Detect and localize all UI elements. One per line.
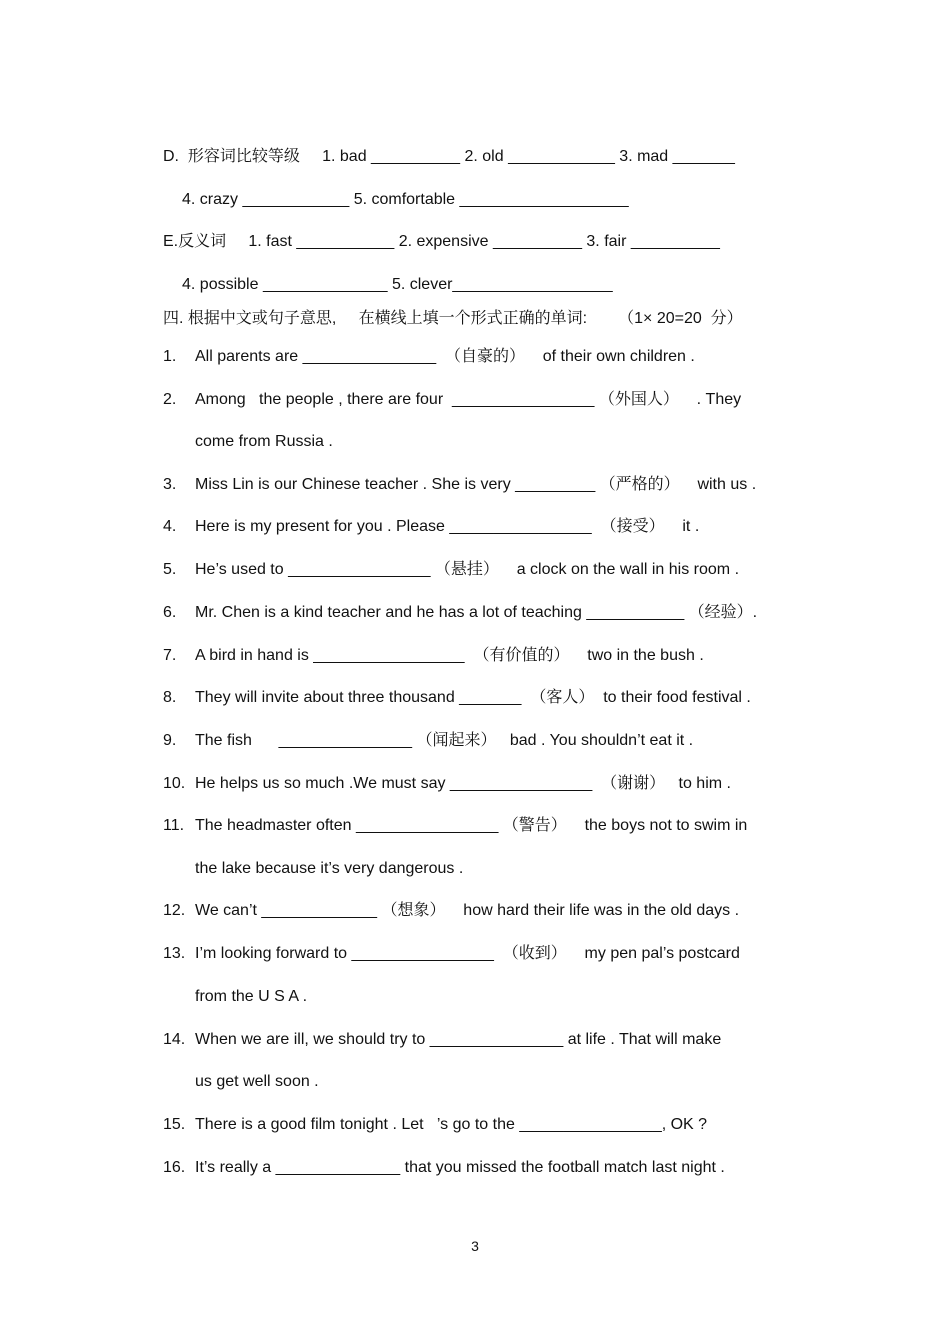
item-text: The headmaster often ________________ （警告） the boys not to swim in (195, 817, 748, 834)
section-e-line-2: 4. possible ______________ 5. clever__________________ (182, 276, 613, 293)
item-number: 3. (163, 476, 177, 493)
section-e-line-1: E.反义词 1. fast ___________ 2. expensive __________ 3. fair __________ (163, 233, 720, 250)
item-number: 4. (163, 518, 177, 535)
item-number: 11. (163, 817, 185, 834)
item-text: They will invite about three thousand _______ （客人） to their food festival . (195, 689, 751, 706)
section-four-heading: 四. 根据中文或句子意思, 在横线上填一个形式正确的单词: （1× 20=20 分） (163, 310, 743, 327)
item-text: He helps us so much .We must say ________________ （谢谢） to him . (195, 775, 731, 792)
item-text: All parents are _______________ （自豪的） of their own children . (195, 348, 695, 365)
item-number: 9. (163, 732, 177, 749)
item-number: 13. (163, 945, 186, 962)
item-number: 1. (163, 348, 177, 365)
item-number: 6. (163, 604, 177, 621)
item-text: us get well soon . (195, 1073, 319, 1090)
item-number: 14. (163, 1031, 186, 1048)
item-number: 16. (163, 1159, 186, 1176)
page-number: 3 (471, 1238, 479, 1254)
item-text: Among the people , there are four ________________ （外国人） . They (195, 391, 742, 408)
item-text: There is a good film tonight . Let ’s go to the ________________, OK ? (195, 1116, 708, 1133)
item-text: I’m looking forward to ________________ （收到） my pen pal’s postcard (195, 945, 740, 962)
item-number: 5. (163, 561, 177, 578)
item-number: 7. (163, 647, 177, 664)
item-number: 2. (163, 391, 177, 408)
item-text: The fish _______________ （闻起来） bad . You shouldn’t eat it . (195, 732, 694, 749)
item-number: 8. (163, 689, 177, 706)
item-text: We can’t _____________ （想象） how hard their life was in the old days . (195, 902, 740, 919)
item-text: When we are ill, we should try to _______________ at life . That will make (195, 1031, 722, 1048)
section-d-line-2: 4. crazy ____________ 5. comfortable ___________________ (182, 191, 629, 208)
item-text: Here is my present for you . Please ________________ （接受） it . (195, 518, 700, 535)
item-text: Mr. Chen is a kind teacher and he has a lot of teaching ___________ （经验）. (195, 604, 758, 621)
item-number: 12. (163, 902, 186, 919)
item-number: 15. (163, 1116, 186, 1133)
item-number: 10. (163, 775, 186, 792)
item-text: It’s really a ______________ that you missed the football match last night . (195, 1159, 725, 1176)
section-d-line-1: D. 形容词比较等级 1. bad __________ 2. old ____________ 3. mad _______ (163, 148, 735, 165)
item-text: A bird in hand is _________________ （有价值的） two in the bush . (195, 647, 704, 664)
item-text: He’s used to ________________ （悬挂） a clock on the wall in his room . (195, 561, 740, 578)
item-text: from the U S A . (195, 988, 308, 1005)
item-text: the lake because it’s very dangerous . (195, 860, 464, 877)
item-text: come from Russia . (195, 433, 333, 450)
item-text: Miss Lin is our Chinese teacher . She is very _________ （严格的） with us . (195, 476, 757, 493)
